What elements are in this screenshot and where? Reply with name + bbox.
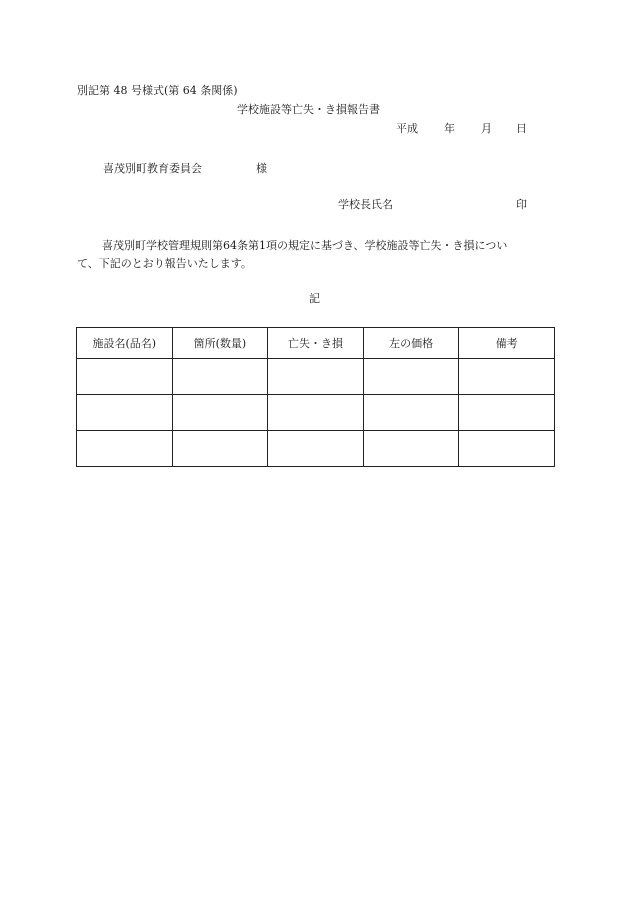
header-price: 左の価格 [363, 328, 459, 359]
header-loss-damage: 亡失・き損 [268, 328, 364, 359]
date-month: 月 [481, 122, 492, 135]
header-remarks: 備考 [459, 328, 555, 359]
table-cell[interactable] [363, 431, 459, 467]
body-paragraph [77, 237, 555, 273]
table-cell[interactable] [172, 359, 268, 395]
header-facility-name: 施設名(品名) [77, 328, 173, 359]
seal-mark: 印 [516, 198, 527, 211]
table-cell[interactable] [268, 359, 364, 395]
table-cell[interactable] [363, 359, 459, 395]
header-location-quantity: 箇所(数量) [172, 328, 268, 359]
addressee-name: 喜茂別町教育委員会 [103, 162, 202, 175]
body-line-1: 喜茂別町学校管理規則第64条第1項の規定に基づき、学校施設等亡失・き損につい [102, 239, 508, 252]
ki-heading: 記 [309, 292, 320, 305]
document-title: 学校施設等亡失・き損報告書 [237, 103, 380, 116]
table-cell[interactable] [459, 395, 555, 431]
table-cell[interactable] [363, 395, 459, 431]
date-year: 年 [444, 122, 455, 135]
table-row [77, 431, 555, 467]
table-cell[interactable] [77, 395, 173, 431]
table-row [77, 395, 555, 431]
table-cell[interactable] [77, 359, 173, 395]
form-number-label: 別記第 48 号様式(第 64 条関係) [77, 84, 238, 97]
addressee-honorific: 様 [256, 162, 267, 175]
table-cell[interactable] [268, 431, 364, 467]
table-cell[interactable] [77, 431, 173, 467]
date-day: 日 [516, 122, 527, 135]
table-cell[interactable] [268, 395, 364, 431]
table-cell[interactable] [459, 431, 555, 467]
table-header-row [77, 328, 555, 359]
table-cell[interactable] [172, 431, 268, 467]
date-era: 平成 [396, 122, 418, 135]
table-row [77, 359, 555, 395]
body-line-2: て、下記のとおり報告いたします。 [77, 257, 252, 270]
table-cell[interactable] [459, 359, 555, 395]
table-cell[interactable] [172, 395, 268, 431]
principal-name-label: 学校長氏名 [338, 198, 393, 211]
report-table [76, 327, 555, 467]
